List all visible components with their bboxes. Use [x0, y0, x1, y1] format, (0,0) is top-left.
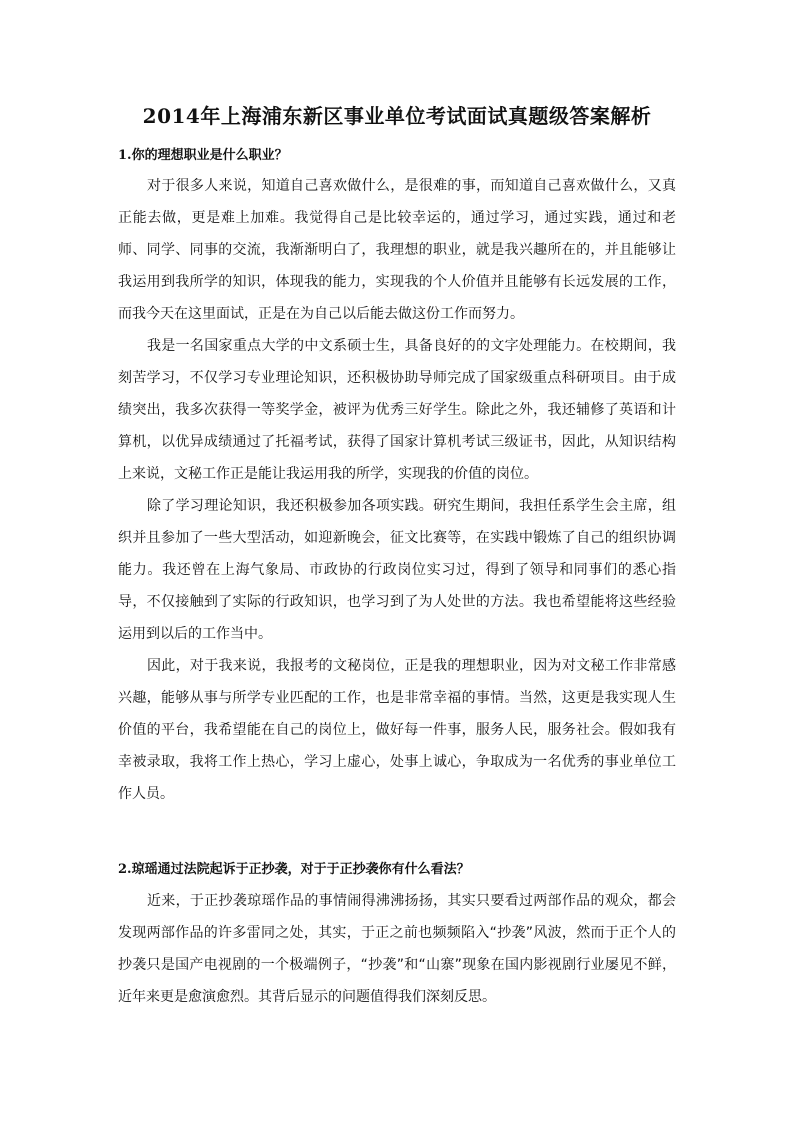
- answer-1-paragraph-2: 我是一名国家重点大学的中文系硕士生，具备良好的的文字处理能力。在校期间，我刻苦学习，不仅学习专业理论知识，还积极协助导师完成了国家级重点科研项目。由于成绩突出，我多次获得一等奖学金，被评为优秀三好学生。除此之外，我还辅修了英语和计算机，以优异成绩通过了托福考试，获得了国家计算机考试三级证书，因此，从知识结构上来说，文秘工作正是能让我运用我的所学，实现我的价值的岗位。: [118, 338, 676, 482]
- answer-2-paragraph-1: 近来，于正抄袭琼瑶作品的事情闹得沸沸扬扬，其实只要看过两部作品的观众，都会发现两部作品的许多雷同之处，其实，于正之前也频频陷入“抄袭”风波，然而于正个人的抄袭只是国产电视剧的一个极端例子，“抄袭”和“山寨”现象在国内影视剧行业屡见不鲜，近年来更是愈演愈烈。其背后显示的问题值得我们深刻反思。: [118, 893, 676, 1005]
- question-2-heading: 2.琼瑶通过法院起诉于正抄袭，对于于正抄袭你有什么看法？: [118, 862, 470, 877]
- document-title: 2014年上海浦东新区事业单位考试面试真题级答案解析: [142, 104, 652, 128]
- answer-1-paragraph-4: 因此，对于我来说，我报考的文秘岗位，正是我的理想职业，因为对文秘工作非常感兴趣，能够从事与所学专业匹配的工作，也是非常幸福的事情。当然，这更是我实现人生价值的平台，我希望能在自己的岗位上，做好每一件事，服务人民，服务社会。假如我有幸被录取，我将工作上热心，学习上虚心，处事上诚心，争取成为一名优秀的事业单位工作人员。: [118, 658, 676, 802]
- answer-1-paragraph-3: 除了学习理论知识，我还积极参加各项实践。研究生期间，我担任系学生会主席，组织并且参加了一些大型活动，如迎新晚会，征文比赛等，在实践中锻炼了自己的组织协调能力。我还曾在上海气象局、市政协的行政岗位实习过，得到了领导和同事们的悉心指导，不仅接触到了实际的行政知识，也学习到了为人处世的方法。我也希望能将这些经验运用到以后的工作当中。: [118, 498, 676, 642]
- answer-1-paragraph-1: 对于很多人来说，知道自己喜欢做什么，是很难的事，而知道自己喜欢做什么，又真正能去做，更是难上加难。我觉得自己是比较幸运的，通过学习，通过实践，通过和老师、同学、同事的交流，我渐渐明白了，我理想的职业，就是我兴趣所在的，并且能够让我运用到我所学的知识，体现我的能力，实现我的个人价值并且能够有长远发展的工作，而我今天在这里面试，正是在为自己以后能去做这份工作而努力。: [118, 178, 676, 322]
- answer-1-body: [118, 170, 676, 810]
- question-1-heading: 1.你的理想职业是什么职业？: [118, 148, 288, 163]
- answer-2-body: [118, 885, 676, 1013]
